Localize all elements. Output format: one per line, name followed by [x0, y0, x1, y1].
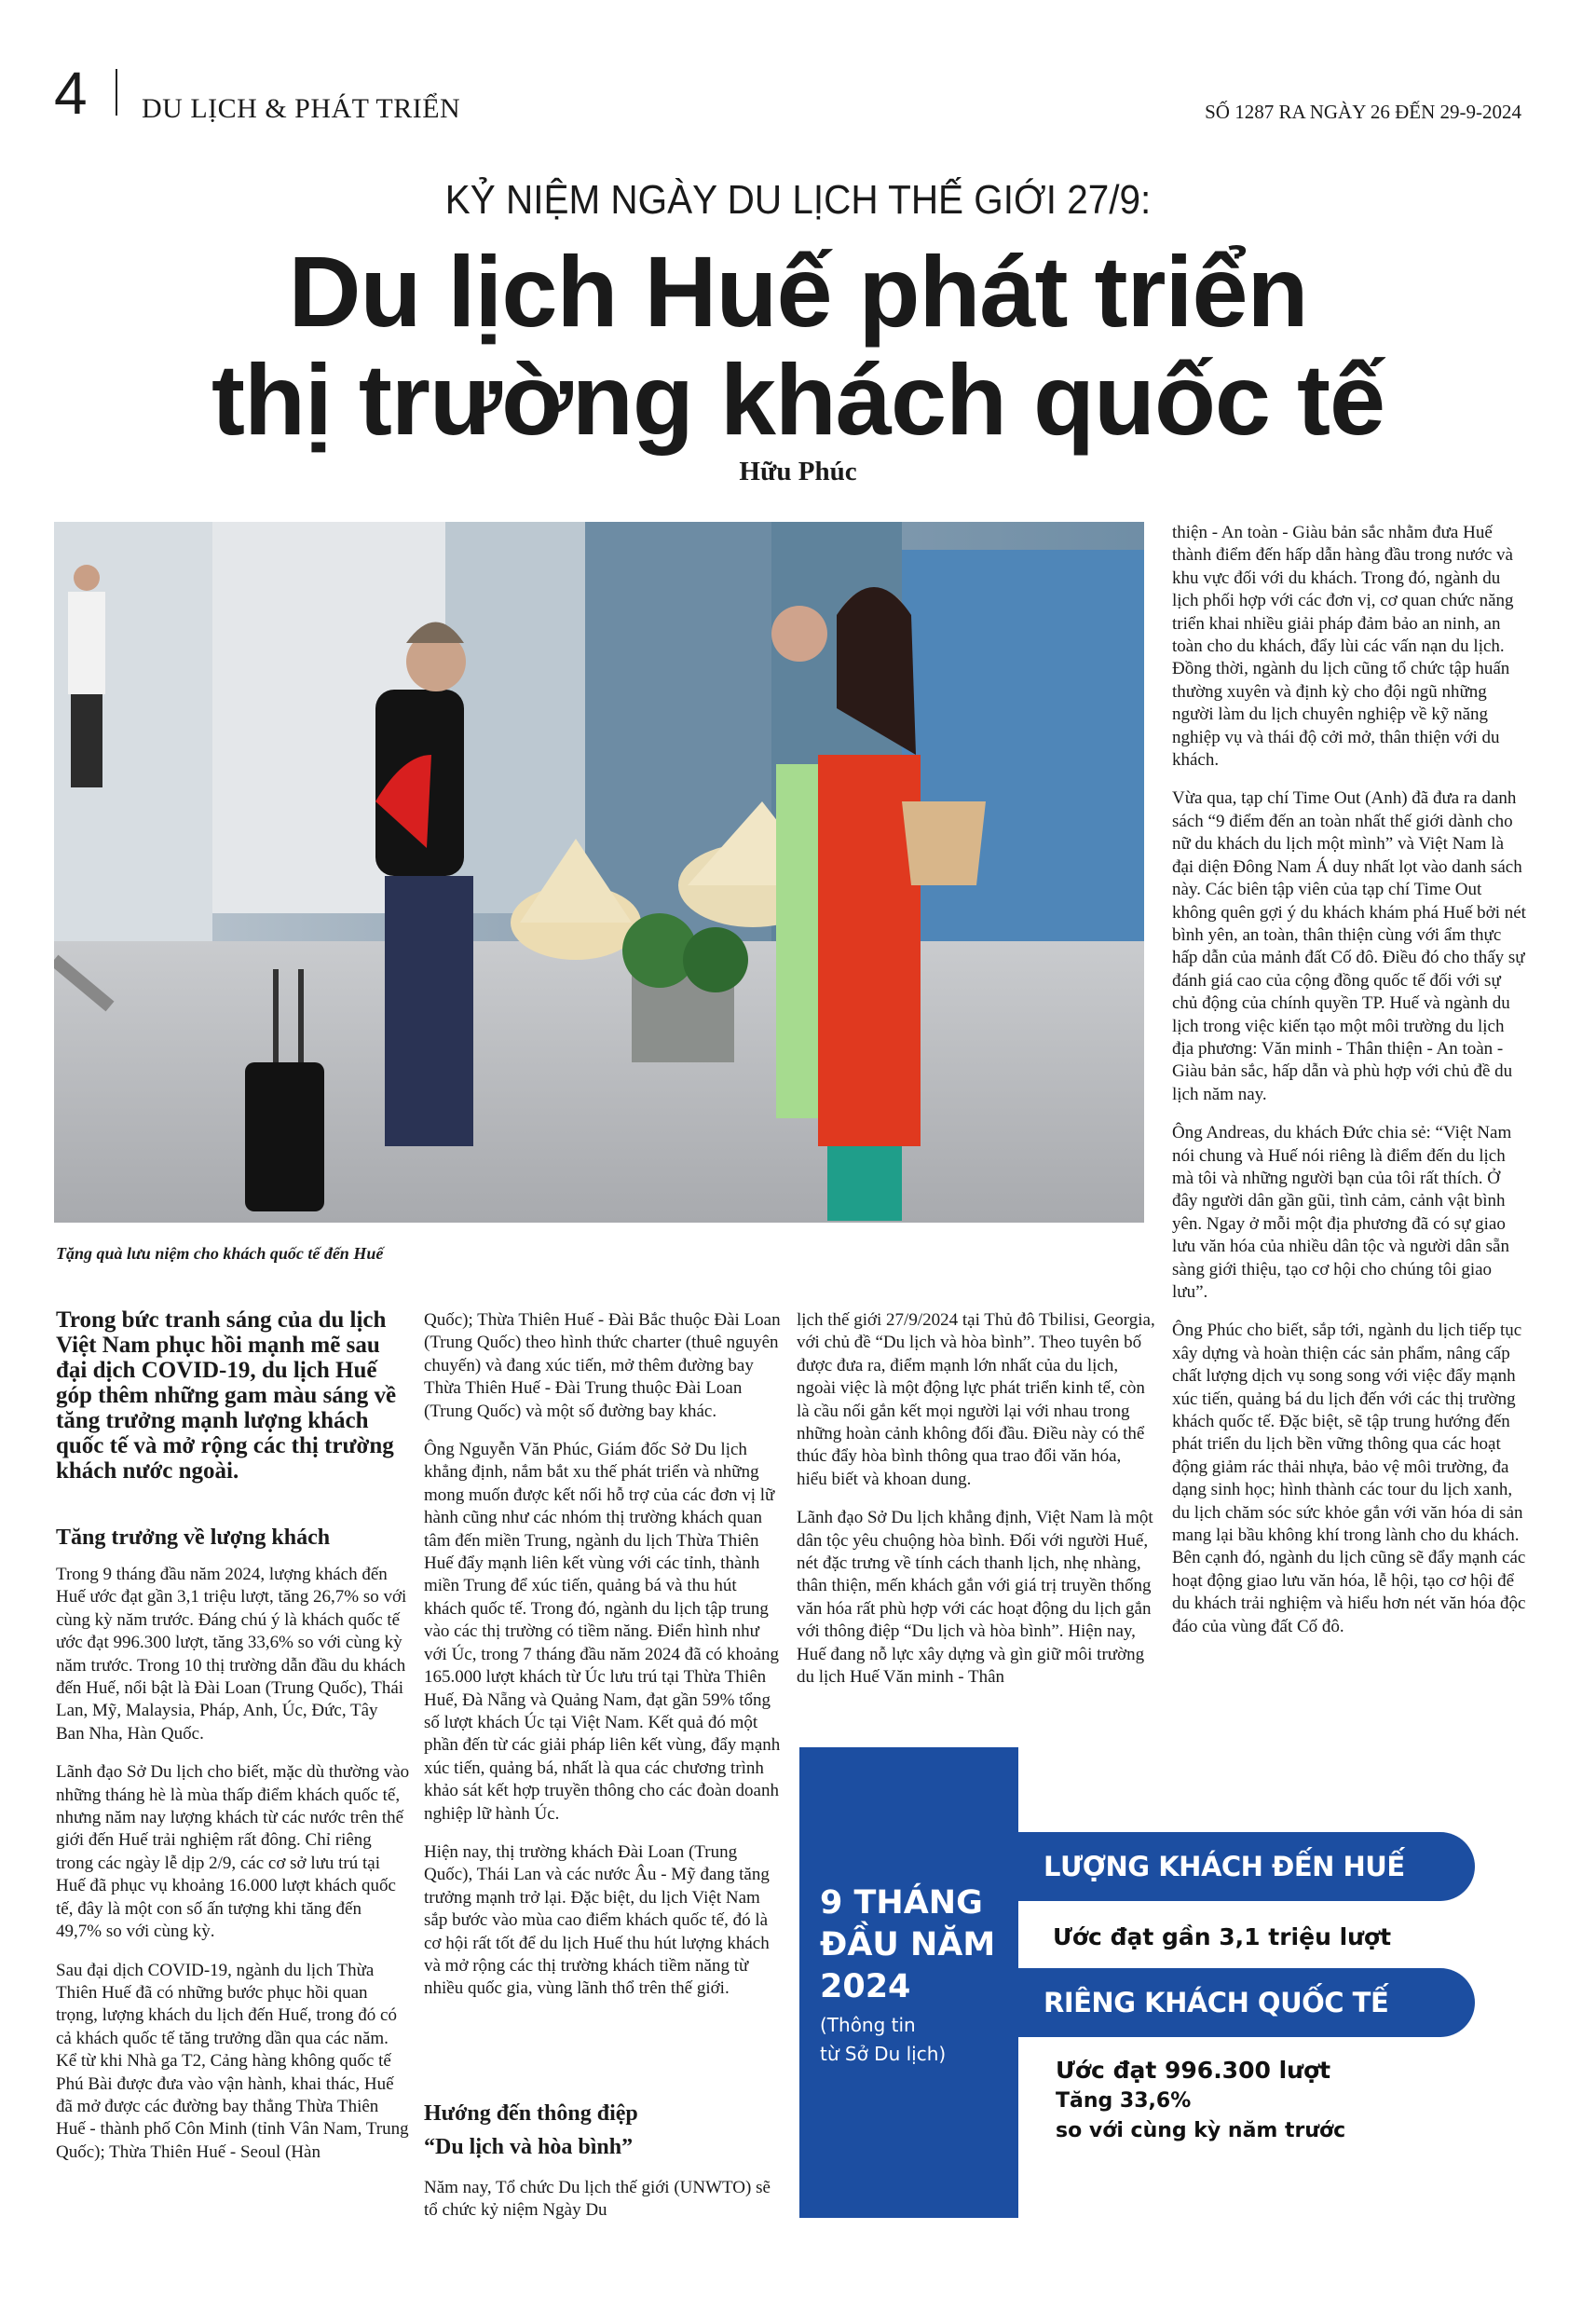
paragraph: thiện - An toàn - Giàu bản sắc nhằm đưa Huế thành điểm đến hấp dẫn hàng đầu trong nước và khu vực đối với du khách. Trong đó, ngành du lịch phối hợp với các đơn vị, cơ quan chức năng triển khai nhiều giải pháp đảm bảo an ninh, an toàn cho du khách, đẩy lùi các vấn nạn du lịch. Đồng thời, ngành du lịch cũng tổ chức tập huấn thường xuyên và định kỳ cho đội ngũ những người làm du lịch chuyên nghiệp về kỹ năng nghiệp vụ và thái độ cởi mở, thân thiện với du khách.: [1172, 523, 1514, 771]
source-line: từ Sở Du lịch): [820, 2043, 947, 2065]
period-line: 9 THÁNG: [820, 1884, 983, 1922]
infobox-label-visitors: LƯỢNG KHÁCH ĐẾN HUẾ: [1018, 1832, 1475, 1901]
paragraph: Ông Nguyễn Văn Phúc, Giám đốc Sở Du lịch khẳng định, nắm bắt xu thế phát triển và những mong muốn được kết nối hỗ trợ của các đơn vị lữ hành cũng như các nhóm thị trường khách quan tâm đến miền Trung, ngành du lịch Thừa Thiên Huế đẩy mạnh liên kết vùng với các tỉnh, thành miền Trung để xúc tiến, quảng bá và thu hút khách quốc tế. Trong đó, ngành du lịch tập trung vào các thị trường có tiềm năng. Điển hình như với Úc, trong 7 tháng đầu năm 2024 đã có khoảng 165.000 lượt khách từ Úc lưu trú tại Thừa Thiên Huế, Đà Nẵng và Quảng Nam, đạt gần 59% tổng số lượt khách Úc tại Việt Nam. Kết quả đó một phần đến từ các giải pháp liên kết vùng, đẩy mạnh xúc tiến, quảng bá, nhất là qua các chương trình khảo sát kết hợp truyền thông cho các đoàn doanh nghiệp lữ hành Úc.: [424, 1440, 781, 1824]
paragraph: Ông Phúc cho biết, sắp tới, ngành du lịch tiếp tục xây dựng và hoàn thiện các sản phẩm, nâng cấp chất lượng dịch vụ song song với việc đẩy mạnh xúc tiến, quảng bá du lịch đến với các thị trường khách quốc tế. Đặc biệt, sẽ tập trung hướng đến phát triển du lịch bền vững thông qua các hoạt động giảm rác thải nhựa, bảo vệ môi trường, đa dạng sinh học; hình thành các tour du lịch xanh, du lịch chăm sóc sức khỏe gắn với văn hóa di sản mang lại bầu không khí trong lành cho du khách. Bên cạnh đó, ngành du lịch cũng sẽ đẩy mạnh các hoạt động giao lưu văn hóa, lễ hội, tạo cơ hội để du khách trải nghiệm và hiểu hơn nét văn hóa độc đáo của vùng đất Cố đô.: [1172, 1320, 1526, 1636]
header-divider: [116, 69, 117, 116]
article-title: [0, 235, 1596, 456]
infobox-value-visitors: Ước đạt gần 3,1 triệu lượt: [1053, 1923, 1392, 1950]
period-line: 2024: [820, 1968, 911, 2005]
paragraph: Trong 9 tháng đầu năm 2024, lượng khách đến Huế ước đạt gần 3,1 triệu lượt, tăng 26,7% so với cùng kỳ năm trước. Đáng chú ý là khách quốc tế ước đạt 996.300 lượt, tăng 33,6% so với cùng kỳ năm trước. Trong 10 thị trường dẫn đầu du khách đến Huế, nổi bật là Đài Loan (Trung Quốc), Thái Lan, Mỹ, Malaysia, Pháp, Anh, Úc, Đức, Tây Ban Nha, Hàn Quốc.: [56, 1565, 407, 1744]
paragraph: Hiện nay, thị trường khách Đài Loan (Trung Quốc), Thái Lan và các nước Âu - Mỹ đang tăng trưởng mạnh trở lại. Đặc biệt, du lịch Việt Nam sắp bước vào mùa cao điểm khách quốc tế, đó là cơ hội rất tốt để du lịch Huế thu hút lượng khách và mở rộng các thị trường khách tiềm năng từ nhiều quốc gia, vùng lãnh thổ trên thế giới.: [424, 1841, 770, 1999]
value-line: Ước đạt 996.300 lượt: [1056, 2057, 1331, 2084]
infobox-label-international: RIÊNG KHÁCH QUỐC TẾ: [1018, 1968, 1475, 2037]
value-line: so với cùng kỳ năm trước: [1056, 2119, 1346, 2142]
column-2: [424, 1309, 783, 2017]
airport-welcome-photo: [54, 522, 1144, 1223]
source-line: (Thông tin: [820, 2014, 916, 2036]
infobox-period: [820, 1882, 1016, 2008]
page-number: 4: [54, 60, 88, 127]
section-name: DU LỊCH & PHÁT TRIỂN: [142, 93, 461, 124]
article-photo: [54, 522, 1144, 1223]
author-byline: Hữu Phúc: [739, 457, 857, 486]
issue-info: SỐ 1287 RA NGÀY 26 ĐẾN 29-9-2024: [1205, 101, 1521, 123]
paragraph: lịch thế giới 27/9/2024 tại Thủ đô Tbilisi, Georgia, với chủ đề “Du lịch và hòa bình”. Theo tuyên bố được đưa ra, điểm mạnh lớn nhất của du lịch, ngoài việc là một động lực phát triển kinh tế, còn là cầu nối gắn kết mọi người lại với nhau trong những hoàn cảnh không đối đầu. Điều này có thể thúc đẩy hòa bình thông qua trao đổi văn hóa, hiểu biết và khoan dung.: [797, 1310, 1155, 1489]
period-line: ĐẦU NĂM: [820, 1926, 996, 1963]
photo-caption: Tặng quà lưu niệm cho khách quốc tế đến Huế: [56, 1244, 384, 1263]
heading-line: “Du lịch và hòa bình”: [424, 2135, 634, 2159]
paragraph: Quốc); Thừa Thiên Huế - Đài Bắc thuộc Đài Loan (Trung Quốc) theo hình thức charter (thuê nguyên chuyến) và đang xúc tiến, mở thêm đường bay Thừa Thiên Huế - Đài Trung thuộc Đài Loan (Trung Quốc) và một số đường bay khác.: [424, 1310, 781, 1421]
article-lead: Trong bức tranh sáng của du lịch Việt Nam phục hồi mạnh mẽ sau đại dịch COVID-19, du lịch Huế góp thêm những gam màu sáng về tăng trưởng mạnh lượng khách quốc tế và mở rộng các thị trường khách nước ngoài.: [56, 1307, 397, 1484]
column-1: [56, 1564, 410, 2180]
paragraph: Vừa qua, tạp chí Time Out (Anh) đã đưa ra danh sách “9 điểm đến an toàn nhất thế giới dành cho nữ du khách du lịch một mình” và Việt Nam là đại diện Đông Nam Á duy nhất lọt vào danh sách này. Các biên tập viên của tạp chí Time Out không quên gợi ý du khách khám phá Huế bởi nét bình yên, an toàn, thân thiện cùng với ẩm thực hấp dẫn của mảnh đất Cố đô. Điều đó cho thấy sự đánh giá cao của cộng đồng quốc tế đối với sự chủ động của chính quyền TP. Huế và ngành du lịch trong việc kiến tạo một môi trường du lịch địa phương: Văn minh - Thân thiện - An toàn - Giàu bản sắc, hấp dẫn và phù hợp với chủ đề du lịch năm nay.: [1172, 788, 1526, 1104]
column-3: [797, 1309, 1155, 1705]
column-4: [1172, 522, 1526, 1654]
infobox-source: [820, 2011, 1016, 2069]
value-line: Tăng 33,6%: [1056, 2089, 1192, 2113]
paragraph: Sau đại dịch COVID-19, ngành du lịch Thừa Thiên Huế đã có những bước phục hồi quan trọng, lượng khách du lịch đến Huế, trong đó có cả khách quốc tế tăng trưởng dần qua các năm. Kể từ khi Nhà ga T2, Cảng hàng không quốc tế Phú Bài được đưa vào vận hành, khai thác, Huế đã mở được các đường bay thẳng Thừa Thiên Huế - thành phố Côn Minh (tỉnh Vân Nam, Trung Quốc); Thừa Thiên Huế - Seoul (Hàn: [56, 1960, 409, 2162]
heading-line: Hướng đến thông điệp: [424, 2101, 638, 2126]
column-2-continued: [424, 2177, 783, 2238]
section-heading-2: [424, 2097, 783, 2164]
paragraph: Năm nay, Tổ chức Du lịch thế giới (UNWTO) sẽ tổ chức kỷ niệm Ngày Du: [424, 2178, 771, 2221]
article-kicker: KỶ NIỆM NGÀY DU LỊCH THẾ GIỚI 27/9:: [444, 177, 1152, 223]
paragraph: Lãnh đạo Sở Du lịch cho biết, mặc dù thường vào những tháng hè là mùa thấp điểm khách quốc tế, nhưng năm nay lượng khách từ các nước trên thế giới đến Huế trải nghiệm rất đông. Chỉ riêng trong các ngày lễ dịp 2/9, các cơ sở lưu trú tại Huế đã phục vụ khoảng 16.000 lượt khách quốc tế, đây là một con số ấn tượng khi tăng đến 49,7% so với cùng kỳ.: [56, 1762, 410, 1942]
title-line-1: Du lịch Huế phát triển: [288, 235, 1308, 348]
title-line-2: thị trường khách quốc tế: [211, 343, 1385, 456]
section-heading: Tăng trưởng về lượng khách: [56, 1525, 331, 1550]
paragraph: Lãnh đạo Sở Du lịch khẳng định, Việt Nam là một dân tộc yêu chuộng hòa bình. Đối với người Huế, nét đặc trưng về tính cách thanh lịch, nhẹ nhàng, thân thiện, mến khách gắn với giá trị truyền thống văn hóa rất phù hợp với các hoạt động du lịch gắn với thông điệp “Du lịch và hòa bình”. Hiện nay, Huế đang nỗ lực xây dựng và gìn giữ môi trường du lịch Huế Văn minh - Thân: [797, 1508, 1153, 1688]
paragraph: Ông Andreas, du khách Đức chia sẻ: “Việt Nam nói chung và Huế nói riêng là điểm đến du lịch mà tôi và những người bạn của tôi rất thích. Ở đây người dân gần gũi, tình cảm, cảnh vật bình yên. Ngay ở mỗi một địa phương đã có sự giao lưu văn hóa của nhiều dân tộc và người dân sẵn sàng giới thiệu, tạo cơ hội cho chúng tôi giao lưu”.: [1172, 1123, 1512, 1302]
infobox-value-international: [1056, 2055, 1345, 2146]
